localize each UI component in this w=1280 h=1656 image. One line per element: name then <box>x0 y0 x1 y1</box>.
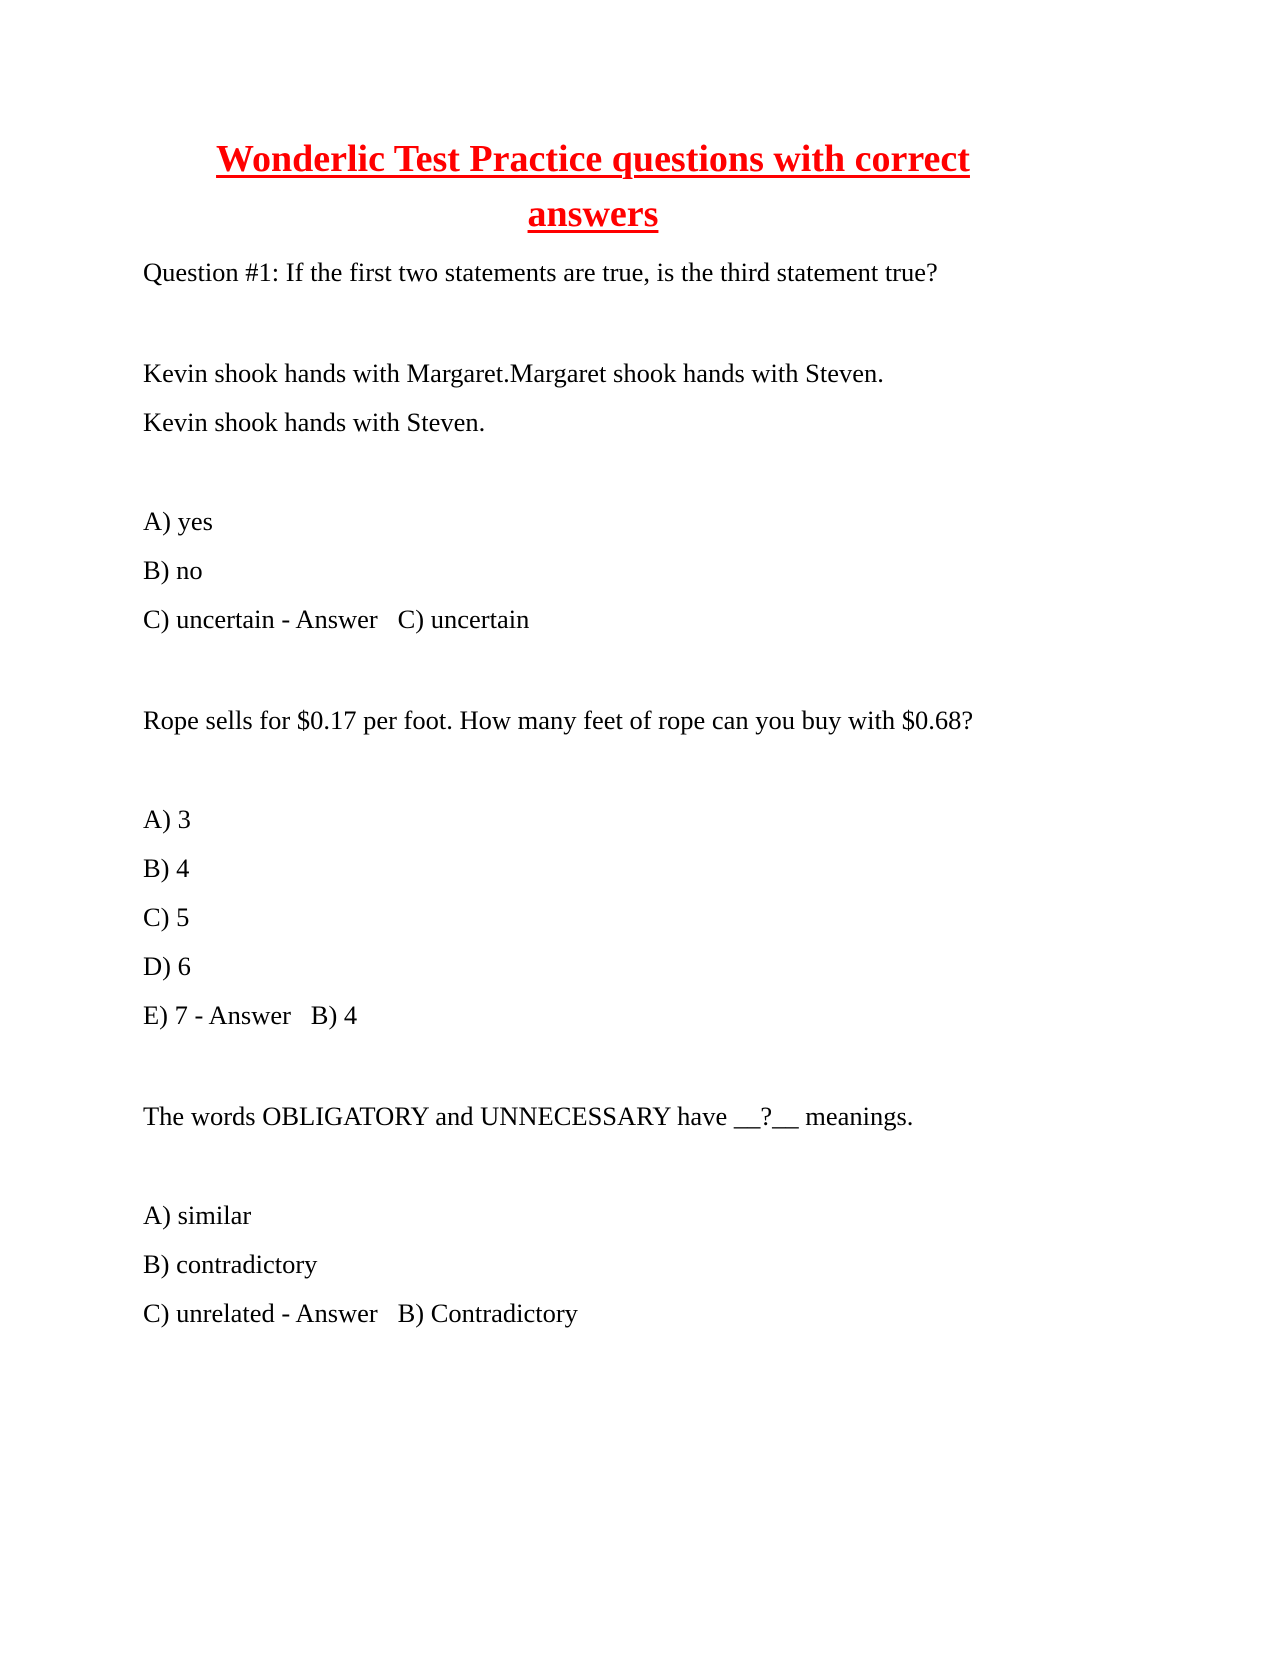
document-body <box>143 132 1043 1338</box>
answer-option: A) 3 <box>143 804 191 835</box>
spacer <box>143 745 1043 795</box>
answer-option-with-answer: E) 7 - Answer B) 4 <box>143 1000 358 1031</box>
question-prompt: Question #1: If the first two statements are true, is the third statement true? <box>143 257 938 288</box>
answer-option: B) contradictory <box>143 1249 318 1280</box>
spacer <box>143 1040 1043 1092</box>
question-statement: Kevin shook hands with Margaret.Margaret shook hands with Steven. <box>143 358 884 389</box>
spacer <box>143 644 1043 696</box>
question-prompt: The words OBLIGATORY and UNNECESSARY have __?__ meanings. <box>143 1101 914 1132</box>
question-prompt: Rope sells for $0.17 per foot. How many feet of rope can you buy with $0.68? <box>143 705 974 736</box>
answer-option-with-answer: C) unrelated - Answer B) Contradictory <box>143 1298 578 1329</box>
answer-option: A) similar <box>143 1200 252 1231</box>
answer-option: B) no <box>143 555 203 586</box>
answer-option: A) yes <box>143 506 213 537</box>
spacer <box>143 297 1043 349</box>
page-title-line-2: answers <box>527 193 659 236</box>
question-block-1 <box>143 248 1043 644</box>
question-block-3 <box>143 1092 1043 1338</box>
spacer <box>143 447 1043 497</box>
page-title <box>143 132 1043 242</box>
answer-option: C) 5 <box>143 902 190 933</box>
question-block-2 <box>143 696 1043 1040</box>
answer-option: B) 4 <box>143 853 190 884</box>
question-statement: Kevin shook hands with Steven. <box>143 407 486 438</box>
answer-option-with-answer: C) uncertain - Answer C) uncertain <box>143 604 530 635</box>
page-title-line-1: Wonderlic Test Practice questions with correct <box>216 138 970 180</box>
answer-option: D) 6 <box>143 951 191 982</box>
spacer <box>143 1141 1043 1191</box>
